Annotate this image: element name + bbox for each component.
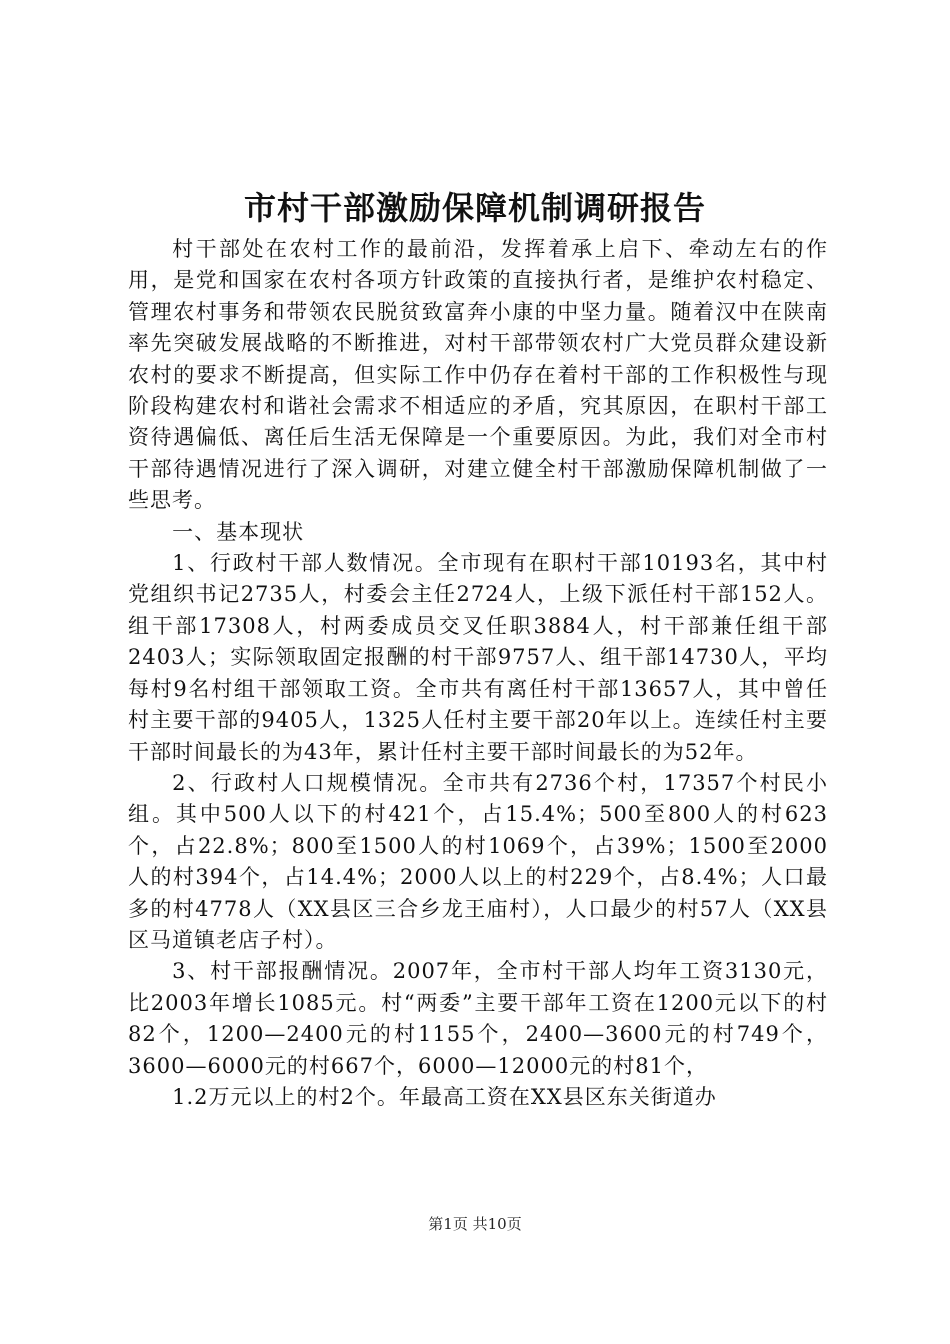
- section-heading: 一、基本现状: [172, 519, 305, 544]
- document-title: 市村干部激励保障机制调研报告: [243, 189, 706, 227]
- document-body: [128, 234, 828, 1113]
- paragraph-staff-count: 1、行政村干部人数情况。全市现有在职村干部10193名，其中村党组织书记2735人，村委会主任2724人，上级下派任村干部152人。组干部17308人，村两委成员交叉任职3884人，村干部兼任组干部2403人；实际领取固定报酬的村干部9757人、组干部14730人，平均每村9名村组干部领取工资。全市共有离任村干部13657人，其中曾任村主要干部的9405人，1325人任村主要干部20年以上。连续任村主要干部时间最长的为43年，累计任村主要干部时间最长的为52年。: [128, 551, 828, 764]
- intro-paragraph: 村干部处在农村工作的最前沿，发挥着承上启下、牵动左右的作用，是党和国家在农村各项方针政策的直接执行者，是维护农村稳定、管理农村事务和带领农民脱贫致富奔小康的中坚力量。随着汉中在陕南率先突破发展战略的不断推进，对村干部带领农村广大党员群众建设新农村的要求不断提高，但实际工作中仍存在着村干部的工作积极性与现阶段构建农村和谐社会需求不相适应的矛盾，究其原因，在职村干部工资待遇偏低、离任后生活无保障是一个重要原因。为此，我们对全市村干部待遇情况进行了深入调研，对建立健全村干部激励保障机制做了一些思考。: [128, 237, 828, 513]
- page-footer: 第1页 共10页: [428, 1215, 522, 1233]
- paragraph-salary: 3、村干部报酬情况。2007年，全市村干部人均年工资3130元，比2003年增长1085元。村“两委”主要干部年工资在1200元以下的村82个，1200—2400元的村1155个，2400—3600元的村749个，3600—6000元的村667个，6000—12000元的村81个，: [128, 959, 828, 1078]
- paragraph-population: 2、行政村人口规模情况。全市共有2736个村，17357个村民小组。其中500人以下的村421个，占15.4%；500至800人的村623个，占22.8%；800至1500人的村1069个，占39%；1500至2000人的村394个，占14.4%；2000人以上的村229个，占8.4%；人口最多的村4778人（XX县区三合乡龙王庙村），人口最少的村57人（XX县区马道镇老店子村）。: [128, 770, 828, 952]
- paragraph-salary-continued: 1.2万元以上的村2个。年最高工资在XX县区东关街道办: [172, 1084, 717, 1109]
